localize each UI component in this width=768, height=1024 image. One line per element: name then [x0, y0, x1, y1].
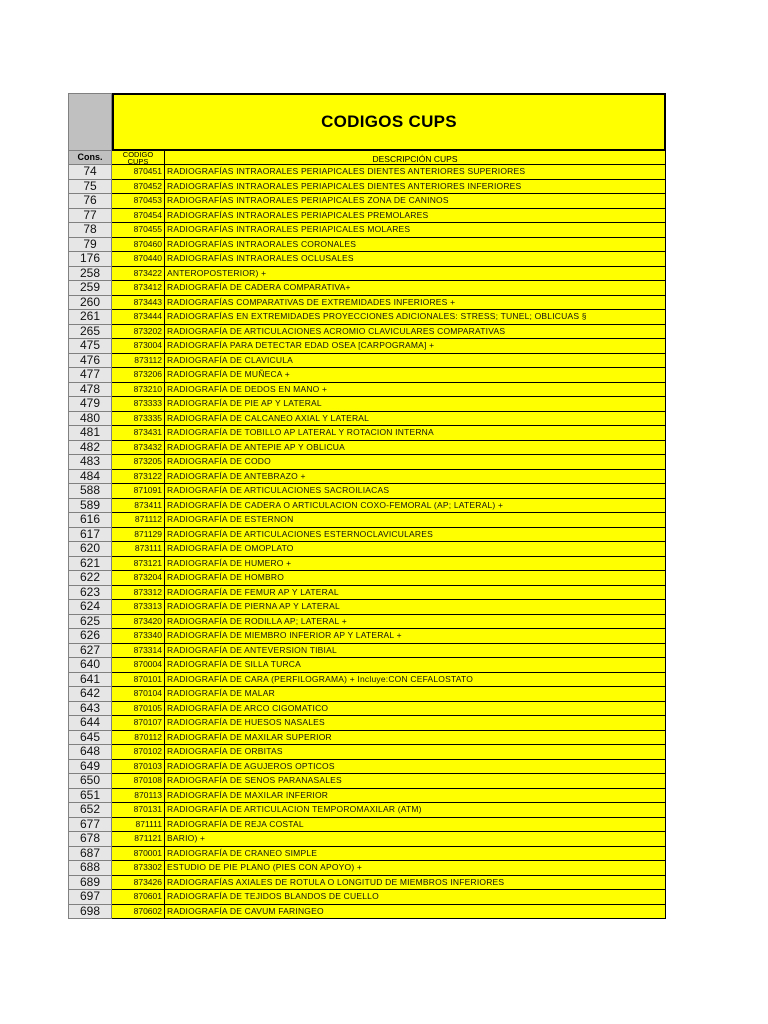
table-row: [68, 586, 666, 601]
cell-code: 873443: [112, 296, 165, 311]
cell-description: RADIOGRAFÍA DE AGUJEROS OPTICOS: [165, 760, 666, 775]
cell-description: RADIOGRAFÍA DE ANTEBRAZO +: [165, 470, 666, 485]
cell-code: 873210: [112, 383, 165, 398]
cell-cons: 479: [68, 397, 112, 412]
cell-cons: 616: [68, 513, 112, 528]
cell-cons: 677: [68, 818, 112, 833]
cell-cons: 617: [68, 528, 112, 543]
cell-code: 870101: [112, 673, 165, 688]
table-row: [68, 629, 666, 644]
title-row: [68, 93, 666, 151]
table-row: [68, 658, 666, 673]
table-row: [68, 615, 666, 630]
table-row: [68, 803, 666, 818]
cell-code: 873205: [112, 455, 165, 470]
cell-cons: 79: [68, 238, 112, 253]
cell-description: RADIOGRAFÍA DE MAXILAR SUPERIOR: [165, 731, 666, 746]
cell-description: RADIOGRAFÍA DE REJA COSTAL: [165, 818, 666, 833]
table-row: [68, 238, 666, 253]
row-header-corner: [68, 93, 112, 151]
cell-cons: 687: [68, 847, 112, 862]
cell-cons: 624: [68, 600, 112, 615]
cell-description: RADIOGRAFÍA DE DEDOS EN MANO +: [165, 383, 666, 398]
cell-code: 870104: [112, 687, 165, 702]
cell-code: 871112: [112, 513, 165, 528]
column-header-row: [68, 151, 666, 165]
table-row: [68, 223, 666, 238]
cell-description: RADIOGRAFÍA DE ARCO CIGOMATICO: [165, 702, 666, 717]
cell-description: RADIOGRAFÍAS INTRAORALES OCLUSALES: [165, 252, 666, 267]
cell-code: 873312: [112, 586, 165, 601]
table-row: [68, 470, 666, 485]
cell-code: 870455: [112, 223, 165, 238]
cell-description: RADIOGRAFÍA DE CALCANEO AXIAL Y LATERAL: [165, 412, 666, 427]
cell-code: 870452: [112, 180, 165, 195]
cell-description: RADIOGRAFÍA DE CARA (PERFILOGRAMA) + Incluye:CON CEFALOSTATO: [165, 673, 666, 688]
cell-cons: 484: [68, 470, 112, 485]
cell-cons: 589: [68, 499, 112, 514]
cell-cons: 698: [68, 905, 112, 920]
cell-cons: 475: [68, 339, 112, 354]
table-row: [68, 702, 666, 717]
cell-code: 870103: [112, 760, 165, 775]
table-row: [68, 673, 666, 688]
cell-description: RADIOGRAFÍA DE CAVUM FARINGEO: [165, 905, 666, 920]
cell-description: RADIOGRAFÍAS INTRAORALES PERIAPICALES MOLARES: [165, 223, 666, 238]
cell-description: RADIOGRAFÍAS INTRAORALES PERIAPICALES PREMOLARES: [165, 209, 666, 224]
table-row: [68, 397, 666, 412]
cell-code: 873412: [112, 281, 165, 296]
table-row: [68, 194, 666, 209]
table-row: [68, 847, 666, 862]
cell-description: RADIOGRAFÍA DE CADERA O ARTICULACION COXO-FEMORAL (AP; LATERAL) +: [165, 499, 666, 514]
cell-description: RADIOGRAFÍA DE SILLA TURCA: [165, 658, 666, 673]
cell-cons: 627: [68, 644, 112, 659]
cell-cons: 483: [68, 455, 112, 470]
cell-code: 870108: [112, 774, 165, 789]
cell-description: RADIOGRAFÍA DE CRANEO SIMPLE: [165, 847, 666, 862]
table-row: [68, 513, 666, 528]
cell-description: RADIOGRAFÍA DE ANTEVERSION TIBIAL: [165, 644, 666, 659]
table-row: [68, 528, 666, 543]
cell-cons: 265: [68, 325, 112, 340]
cell-description: RADIOGRAFÍA DE ESTERNON: [165, 513, 666, 528]
cell-code: 870105: [112, 702, 165, 717]
cell-code: 870451: [112, 165, 165, 180]
cell-code: 873202: [112, 325, 165, 340]
table-row: [68, 325, 666, 340]
header-descripcion: DESCRIPCIÓN CUPS: [165, 151, 666, 165]
cell-code: 873112: [112, 354, 165, 369]
table-row: [68, 310, 666, 325]
cell-code: 870113: [112, 789, 165, 804]
cell-code: 871091: [112, 484, 165, 499]
cell-cons: 480: [68, 412, 112, 427]
cell-cons: 623: [68, 586, 112, 601]
cell-description: RADIOGRAFÍA DE CODO: [165, 455, 666, 470]
cell-cons: 75: [68, 180, 112, 195]
cell-description: RADIOGRAFÍA DE PIERNA AP Y LATERAL: [165, 600, 666, 615]
table-row: [68, 426, 666, 441]
header-cons: Cons.: [68, 151, 112, 165]
cell-code: 873340: [112, 629, 165, 644]
cell-cons: 626: [68, 629, 112, 644]
cell-description: RADIOGRAFÍA DE CLAVICULA: [165, 354, 666, 369]
table-row: [68, 455, 666, 470]
cell-code: 873432: [112, 441, 165, 456]
table-row: [68, 441, 666, 456]
cell-cons: 476: [68, 354, 112, 369]
cell-code: 873313: [112, 600, 165, 615]
cell-description: RADIOGRAFÍA DE MAXILAR INFERIOR: [165, 789, 666, 804]
cell-description: RADIOGRAFÍA DE TOBILLO AP LATERAL Y ROTACION INTERNA: [165, 426, 666, 441]
cell-code: 873206: [112, 368, 165, 383]
cell-code: 873411: [112, 499, 165, 514]
table-title: CODIGOS CUPS: [112, 93, 666, 151]
table-row: [68, 339, 666, 354]
cell-code: 873121: [112, 557, 165, 572]
cell-code: 870460: [112, 238, 165, 253]
table-row: [68, 571, 666, 586]
cell-description: RADIOGRAFÍA DE MIEMBRO INFERIOR AP Y LATERAL +: [165, 629, 666, 644]
cell-description: RADIOGRAFÍA DE ARTICULACIONES SACROILIACAS: [165, 484, 666, 499]
table-row: [68, 383, 666, 398]
table-row: [68, 412, 666, 427]
cell-description: RADIOGRAFÍA DE CADERA COMPARATIVA+: [165, 281, 666, 296]
table-row: [68, 499, 666, 514]
cell-description: RADIOGRAFÍA DE ARTICULACION TEMPOROMAXILAR (ATM): [165, 803, 666, 818]
table-row: [68, 876, 666, 891]
cell-code: 870440: [112, 252, 165, 267]
cell-description: RADIOGRAFÍA DE ARTICULACIONES ACROMIO CLAVICULARES COMPARATIVAS: [165, 325, 666, 340]
cell-cons: 642: [68, 687, 112, 702]
cell-cons: 482: [68, 441, 112, 456]
cell-cons: 478: [68, 383, 112, 398]
cell-code: 870602: [112, 905, 165, 920]
cell-description: RADIOGRAFÍA DE PIE AP Y LATERAL: [165, 397, 666, 412]
cell-cons: 689: [68, 876, 112, 891]
table-row: [68, 716, 666, 731]
cell-cons: 77: [68, 209, 112, 224]
cell-cons: 645: [68, 731, 112, 746]
cell-description: RADIOGRAFÍAS EN EXTREMIDADES PROYECCIONES ADICIONALES: STRESS; TUNEL; OBLICUAS §: [165, 310, 666, 325]
cell-code: 873426: [112, 876, 165, 891]
cell-description: RADIOGRAFÍA DE SENOS PARANASALES: [165, 774, 666, 789]
cell-code: 870454: [112, 209, 165, 224]
cell-cons: 641: [68, 673, 112, 688]
cell-cons: 76: [68, 194, 112, 209]
cell-description: RADIOGRAFÍA DE HUMERO +: [165, 557, 666, 572]
table-row: [68, 600, 666, 615]
cell-code: 873335: [112, 412, 165, 427]
cell-cons: 649: [68, 760, 112, 775]
table-row: [68, 789, 666, 804]
cell-description: ANTEROPOSTERIOR) +: [165, 267, 666, 282]
cell-description: RADIOGRAFÍA DE HUESOS NASALES: [165, 716, 666, 731]
cell-cons: 644: [68, 716, 112, 731]
cell-description: RADIOGRAFÍA DE MALAR: [165, 687, 666, 702]
cell-code: 873314: [112, 644, 165, 659]
cell-description: RADIOGRAFÍA DE TEJIDOS BLANDOS DE CUELLO: [165, 890, 666, 905]
table-row: [68, 542, 666, 557]
cell-cons: 74: [68, 165, 112, 180]
cell-code: 873420: [112, 615, 165, 630]
cell-code: 870453: [112, 194, 165, 209]
cell-description: BARIO) +: [165, 832, 666, 847]
cell-code: 873204: [112, 571, 165, 586]
table-row: [68, 832, 666, 847]
table-row: [68, 557, 666, 572]
cell-code: 870107: [112, 716, 165, 731]
table-row: [68, 774, 666, 789]
cell-code: 873431: [112, 426, 165, 441]
cell-cons: 643: [68, 702, 112, 717]
cell-cons: 261: [68, 310, 112, 325]
cell-cons: 481: [68, 426, 112, 441]
cell-code: 870601: [112, 890, 165, 905]
cell-code: 870004: [112, 658, 165, 673]
table-row: [68, 281, 666, 296]
cell-description: RADIOGRAFÍA DE ARTICULACIONES ESTERNOCLAVICULARES: [165, 528, 666, 543]
cell-description: RADIOGRAFÍAS INTRAORALES PERIAPICALES DIENTES ANTERIORES INFERIORES: [165, 180, 666, 195]
cell-code: 873444: [112, 310, 165, 325]
cell-code: 873333: [112, 397, 165, 412]
cell-description: RADIOGRAFÍAS COMPARATIVAS DE EXTREMIDADES INFERIORES +: [165, 296, 666, 311]
cell-description: RADIOGRAFÍA PARA DETECTAR EDAD OSEA [CARPOGRAMA] +: [165, 339, 666, 354]
cell-cons: 640: [68, 658, 112, 673]
table-row: [68, 296, 666, 311]
table-row: [68, 252, 666, 267]
table-body: [68, 165, 666, 919]
cell-cons: 648: [68, 745, 112, 760]
cell-cons: 259: [68, 281, 112, 296]
cell-description: RADIOGRAFÍA DE OMOPLATO: [165, 542, 666, 557]
cell-description: RADIOGRAFÍA DE ANTEPIE AP Y OBLICUA: [165, 441, 666, 456]
cell-cons: 620: [68, 542, 112, 557]
cell-cons: 258: [68, 267, 112, 282]
table-row: [68, 861, 666, 876]
cell-cons: 588: [68, 484, 112, 499]
cell-cons: 650: [68, 774, 112, 789]
cell-code: 870001: [112, 847, 165, 862]
cell-cons: 622: [68, 571, 112, 586]
table-row: [68, 760, 666, 775]
cell-description: ESTUDIO DE PIE PLANO (PIES CON APOYO) +: [165, 861, 666, 876]
cell-description: RADIOGRAFÍA DE RODILLA AP; LATERAL +: [165, 615, 666, 630]
table-row: [68, 644, 666, 659]
cell-description: RADIOGRAFÍA DE HOMBRO: [165, 571, 666, 586]
cell-description: RADIOGRAFÍAS INTRAORALES PERIAPICALES DIENTES ANTERIORES SUPERIORES: [165, 165, 666, 180]
cell-description: RADIOGRAFÍAS INTRAORALES CORONALES: [165, 238, 666, 253]
cell-code: 873111: [112, 542, 165, 557]
table-row: [68, 890, 666, 905]
cell-cons: 651: [68, 789, 112, 804]
table-row: [68, 745, 666, 760]
table-row: [68, 209, 666, 224]
table-row: [68, 905, 666, 920]
table-row: [68, 818, 666, 833]
cups-table: [68, 93, 666, 919]
cell-cons: 78: [68, 223, 112, 238]
cell-cons: 621: [68, 557, 112, 572]
cell-code: 870131: [112, 803, 165, 818]
table-row: [68, 484, 666, 499]
cell-cons: 477: [68, 368, 112, 383]
cell-cons: 260: [68, 296, 112, 311]
cell-code: 871111: [112, 818, 165, 833]
cell-cons: 688: [68, 861, 112, 876]
cell-description: RADIOGRAFÍA DE FEMUR AP Y LATERAL: [165, 586, 666, 601]
cell-code: 871121: [112, 832, 165, 847]
table-row: [68, 354, 666, 369]
cell-description: RADIOGRAFÍAS AXIALES DE ROTULA O LONGITUD DE MIEMBROS INFERIORES: [165, 876, 666, 891]
cell-cons: 176: [68, 252, 112, 267]
cell-code: 873004: [112, 339, 165, 354]
cell-code: 871129: [112, 528, 165, 543]
cell-cons: 625: [68, 615, 112, 630]
cell-cons: 697: [68, 890, 112, 905]
table-row: [68, 687, 666, 702]
table-row: [68, 180, 666, 195]
cell-code: 870112: [112, 731, 165, 746]
table-row: [68, 731, 666, 746]
cell-code: 873422: [112, 267, 165, 282]
cell-code: 870102: [112, 745, 165, 760]
table-row: [68, 267, 666, 282]
cell-description: RADIOGRAFÍA DE ORBITAS: [165, 745, 666, 760]
cell-description: RADIOGRAFÍAS INTRAORALES PERIAPICALES ZONA DE CANINOS: [165, 194, 666, 209]
header-codigo: CODIGO CUPS: [112, 151, 165, 165]
cell-description: RADIOGRAFÍA DE MUÑECA +: [165, 368, 666, 383]
cell-code: 873122: [112, 470, 165, 485]
table-row: [68, 165, 666, 180]
cell-code: 873302: [112, 861, 165, 876]
cell-cons: 678: [68, 832, 112, 847]
table-row: [68, 368, 666, 383]
cell-cons: 652: [68, 803, 112, 818]
